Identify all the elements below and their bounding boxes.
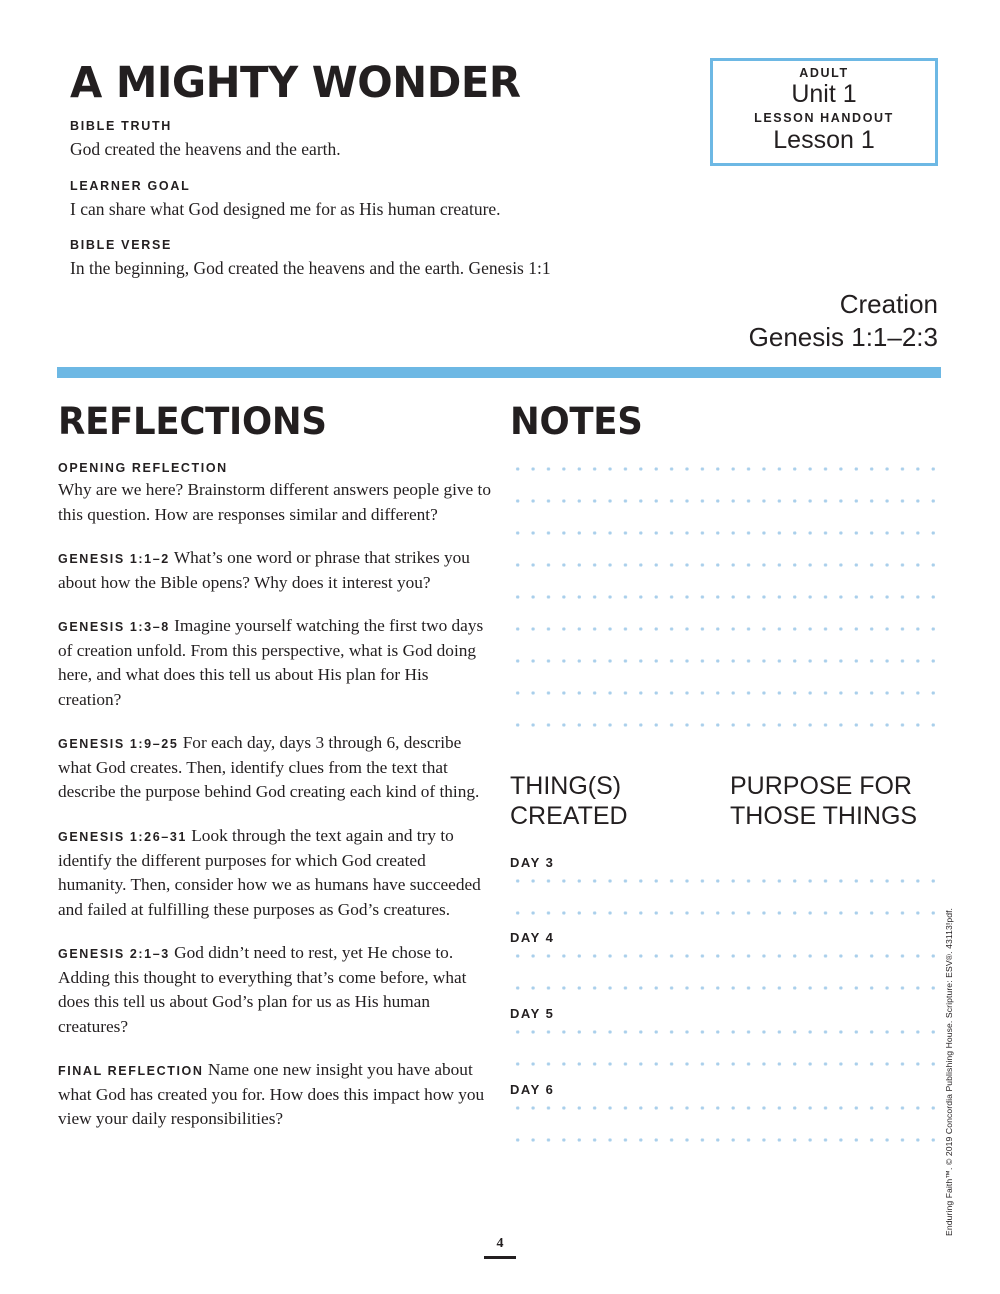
column-header-purpose: PURPOSE FOR THOSE THINGS: [730, 772, 918, 830]
lesson-info-box: [710, 58, 938, 166]
day-row-label: DAY 5: [510, 1006, 555, 1021]
day-row-label: DAY 6: [510, 1082, 555, 1097]
scripture-title: Creation: [839, 289, 938, 319]
lesson-number: Lesson 1: [773, 125, 875, 154]
reflection-text: GENESIS 1:1–2 What’s one word or phrase that strikes you about how the Bible opens? Why does it interest you?: [58, 548, 470, 592]
footer-divider: [484, 1256, 516, 1259]
reflection-item: [58, 731, 493, 805]
reflection-label: OPENING REFLECTION: [58, 461, 228, 475]
notes-heading: NOTES: [510, 400, 643, 443]
day-row-label: DAY 3: [510, 855, 555, 870]
reflection-text: GENESIS 1:26–31 Look through the text again and try to identify the different purposes for which God created humanity. Then, consider how we as humans have succeeded and failed at fulfilling these purposes as God’s creatures.: [58, 826, 481, 919]
bible-truth-label: BIBLE TRUTH: [70, 119, 173, 133]
notes-write-line[interactable]: [510, 659, 940, 663]
reflection-item: [58, 461, 493, 527]
reflection-text: GENESIS 1:3–8 Imagine yourself watching the first two days of creation unfold. From this perspective, what is God doing here, and what does this tell us about His plan for His creation?: [58, 616, 484, 709]
notes-write-line[interactable]: [510, 691, 940, 695]
day-write-line[interactable]: [510, 1106, 940, 1110]
reflection-text: GENESIS 2:1–3 God didn’t need to rest, yet He chose to. Adding this thought to everything that’s come before, what does this tell us about God’s plan for us as His human creatures?: [58, 943, 467, 1036]
page-number: 4: [496, 1236, 504, 1251]
bible-truth-field: [70, 119, 670, 162]
day-write-line[interactable]: [510, 954, 940, 958]
bible-verse-text: In the beginning, God created the heavens and the earth. Genesis 1:1: [70, 258, 551, 279]
scripture-reference: [749, 288, 938, 355]
day-write-line[interactable]: [510, 1030, 940, 1034]
notes-write-line[interactable]: [510, 499, 940, 503]
notes-write-line[interactable]: [510, 595, 940, 599]
side-copyright-text: Enduring Faith™. © 2019 Concordia Publishing House. Scripture: ESV®. 43113!pdf.: [944, 907, 954, 1236]
side-copyright: [944, 516, 954, 1236]
reflection-text: FINAL REFLECTION Name one new insight you have about what God has created you for. How does this impact how you view your daily responsibilities?: [58, 1060, 485, 1129]
blue-divider-bar: [57, 367, 941, 378]
learner-goal-text: I can share what God designed me for as His human creature.: [70, 198, 501, 219]
reflection-item: [58, 941, 493, 1039]
reflection-item: [58, 824, 493, 922]
reflections-heading: REFLECTIONS: [58, 400, 327, 443]
day-row-label: DAY 4: [510, 930, 555, 945]
learner-goal-label: LEARNER GOAL: [70, 178, 191, 193]
reflection-text: Why are we here? Brainstorm different answers people give to this question. How are responses similar and different?: [58, 480, 491, 524]
bible-verse-field: [70, 238, 670, 281]
reflection-label: GENESIS 1:3–8: [58, 620, 170, 635]
reflection-label: GENESIS 2:1–3: [58, 947, 170, 962]
lesson-unit: Unit 1: [791, 80, 857, 109]
reflection-label: GENESIS 1:9–25: [58, 737, 179, 752]
scripture-passage: Genesis 1:1–2:3: [748, 322, 938, 353]
reflection-item: [58, 1058, 493, 1132]
notes-write-line[interactable]: [510, 467, 940, 471]
header-block: [70, 58, 670, 281]
notes-write-line[interactable]: [510, 627, 940, 631]
reflections-column: [58, 461, 493, 1132]
reflection-label: FINAL REFLECTION: [58, 1064, 204, 1079]
day-write-line[interactable]: [510, 1062, 940, 1066]
notes-write-line[interactable]: [510, 563, 940, 567]
reflection-text: GENESIS 1:9–25 For each day, days 3 through 6, describe what God creates. Then, identify clues from the text that describe the purpose behind God creating each kind of thing.: [58, 733, 480, 802]
day-write-line[interactable]: [510, 1138, 940, 1142]
bible-verse-label: BIBLE VERSE: [70, 238, 173, 253]
reflection-item: [58, 614, 493, 712]
reflection-item: [58, 546, 493, 595]
learner-goal-field: [70, 179, 670, 222]
day-write-line[interactable]: [510, 986, 940, 990]
reflection-label: GENESIS 1:1–2: [58, 552, 170, 567]
day-write-line[interactable]: [510, 879, 940, 883]
day-write-line[interactable]: [510, 911, 940, 915]
page-title: A MIGHTY WONDER: [70, 58, 521, 108]
notes-write-line[interactable]: [510, 723, 940, 727]
reflection-label: GENESIS 1:26–31: [58, 830, 187, 845]
column-header-things-created: THING(S) CREATED: [510, 772, 628, 830]
lesson-audience: ADULT: [799, 65, 849, 80]
lesson-handout-label: LESSON HANDOUT: [754, 111, 894, 125]
bible-truth-text: God created the heavens and the earth.: [70, 139, 341, 159]
notes-write-line[interactable]: [510, 531, 940, 535]
